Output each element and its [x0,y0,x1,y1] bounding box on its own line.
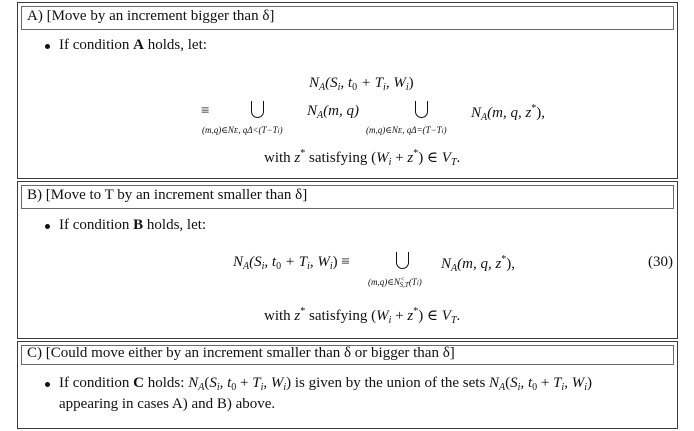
case-a-bullet-icon [45,44,50,49]
case-b-bullet-icon [45,224,50,229]
case-a-term2: $N_A(m$, q, z*), [471,103,546,123]
case-b-with-clause: with z* satisfying $(W_i + z^*)$ ∈ $V_T$. [264,306,461,326]
case-a-condition-line: If condition A holds, let: [59,37,207,53]
equation-number: (30) [648,254,673,270]
case-c-header [21,345,674,365]
union-symbol-icon [251,101,264,118]
case-c-bullet-icon [45,382,50,387]
case-a-with-clause: with z* satisfying $(W_i + z^*)$ ∈ $V_T$. [264,148,461,168]
case-c-condition-line2: appearing in cases A) and B) above. [59,396,276,412]
union-symbol-icon [415,101,428,118]
case-c-header-text: C) [Could move either by an increment smaller than δ or bigger than δ] [27,345,455,361]
case-b-term: $N_A(m$, q, z*), [441,254,516,274]
case-b-union-subscript: $(m,q)\in N^<_{S,T}(Ti)$ [368,275,422,289]
case-a-header-text: A) [Move by an increment bigger than δ] [27,8,275,24]
union-symbol-icon [396,252,409,269]
case-c-condition-line: If condition C holds: $N_A(S_i$, $t_0 + T_i$, $W_i$) is given by the union of the sets $N_A(S_i$, $t_0 + T_i$, $W_i$) [59,375,592,393]
case-a-lhs: $N_A(S_i$, $t_0 + T_i$, $W_i$) [309,75,414,93]
case-a-union2-subscript: (m,q)∈NE, qΔ=(T−Ti) [366,125,447,135]
case-a-term1: $N_A(m$, q) [307,103,359,121]
case-b-header [21,185,674,209]
case-a-equiv: ≡ [201,103,210,119]
case-b-condition-line: If condition B holds, let: [59,217,207,233]
case-b-header-text: B) [Move to T by an increment smaller than δ] [27,187,308,203]
case-b-lhs: $N_A(S_i$, $t_0 + T_i$, $W_i$) ≡ [233,254,350,272]
case-a-header [21,6,674,30]
case-a-union1-subscript: (m,q)∈NE, qΔ<(T−Ti) [202,125,283,135]
